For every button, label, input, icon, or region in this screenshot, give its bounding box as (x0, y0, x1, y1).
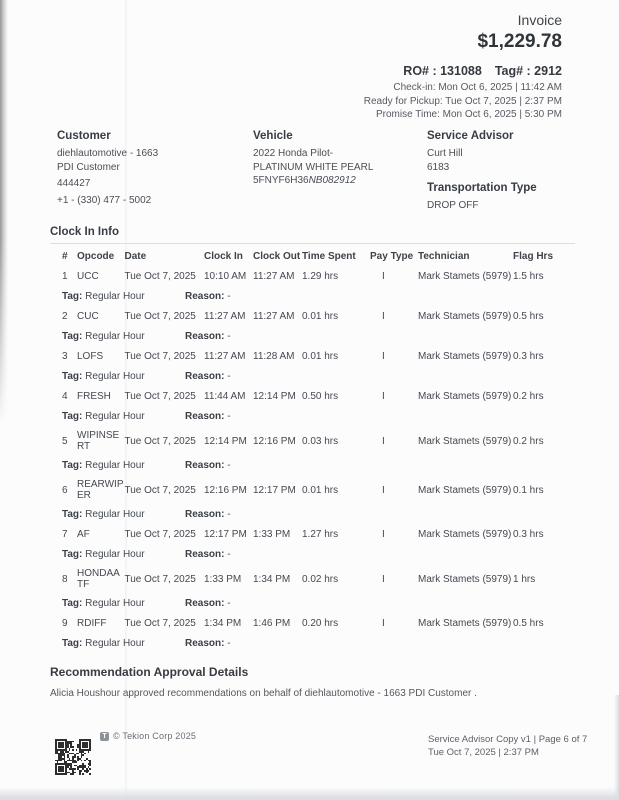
cell-opcode: HONDAATF (77, 568, 120, 590)
vehicle-color: PLATINUM WHITE PEARL (253, 161, 374, 173)
table-row (57, 310, 575, 323)
cell-pay-type: I (382, 618, 385, 629)
cell-pay-type: I (382, 311, 385, 322)
copyright-line (100, 731, 196, 741)
cell-time-spent: 1.27 hrs (302, 529, 339, 540)
reason-cell: Reason: - (185, 371, 231, 382)
reason-cell: Reason: - (185, 549, 231, 560)
service-advisor-id: 6183 (427, 161, 450, 173)
recommendation-title: Recommendation Approval Details (50, 665, 249, 679)
cell-flag-hrs: 0.2 hrs (513, 391, 544, 402)
clock-entry (57, 568, 575, 610)
reason-cell: Reason: - (185, 460, 231, 471)
reason-cell: Reason: - (185, 509, 231, 520)
tag-reason-row (57, 410, 575, 423)
table-row (57, 270, 575, 283)
tag-reason-row (57, 597, 575, 610)
cell-clock-in: 1:33 PM (204, 573, 242, 585)
cell-technician: Mark Stamets (5979) (418, 311, 512, 322)
customer-title: Customer (57, 130, 111, 142)
scan-shadow-right (614, 695, 619, 800)
cell-technician: Mark Stamets (5979) (418, 271, 512, 282)
cell-date: Tue Oct 7, 2025 (124, 435, 196, 447)
reason-cell: Reason: - (185, 598, 231, 609)
col-header-opcode: Opcode (77, 251, 115, 262)
col-header-flag-hrs: Flag Hrs (513, 251, 554, 262)
clock-entry (57, 479, 575, 521)
cell-date: Tue Oct 7, 2025 (124, 573, 196, 585)
table-row (57, 390, 575, 403)
customer-name: diehlautomotive - 1663 (57, 148, 159, 159)
invoice-total: $1,229.78 (477, 31, 562, 52)
cell-time-spent: 0.01 hrs (302, 351, 339, 362)
cell-num: 2 (62, 311, 68, 322)
col-header-clock-out: Clock Out (253, 251, 301, 262)
cell-clock-in: 12:14 PM (204, 435, 247, 447)
cell-opcode: REARWIPER (77, 479, 124, 501)
cell-date: Tue Oct 7, 2025 (124, 618, 196, 629)
reason-cell: Reason: - (185, 291, 231, 302)
clock-entry (57, 350, 575, 383)
tag-number: Tag# : 2912 (494, 64, 562, 78)
cell-opcode: UCC (77, 271, 99, 282)
cell-opcode: RDIFF (77, 618, 107, 629)
reason-cell: Reason: - (185, 331, 231, 342)
cell-pay-type: I (382, 484, 385, 496)
cell-technician: Mark Stamets (5979) (418, 573, 512, 585)
invoice-label: Invoice (517, 12, 562, 28)
cell-technician: Mark Stamets (5979) (418, 529, 512, 540)
transportation-title: Transportation Type (427, 182, 537, 194)
cell-num: 3 (62, 351, 68, 362)
tag-cell: Tag: Regular Hour (62, 460, 145, 471)
col-header-date: Date (124, 251, 147, 262)
cell-opcode: AF (77, 529, 90, 540)
tag-reason-row (57, 330, 575, 343)
recommendation-section (50, 665, 570, 699)
tag-reason-row (57, 548, 575, 561)
customer-id: 444427 (57, 178, 91, 189)
promise-time-line: Promise Time: Mon Oct 6, 2025 | 5:30 PM (375, 109, 562, 120)
cell-pay-type: I (382, 529, 385, 540)
cell-flag-hrs: 0.5 hrs (513, 618, 544, 629)
cell-opcode: WIPINSERT (77, 430, 120, 452)
cell-technician: Mark Stamets (5979) (418, 351, 512, 362)
scan-shadow-left (0, 0, 8, 435)
tag-cell: Tag: Regular Hour (62, 598, 145, 609)
clock-in-info-title: Clock In Info (50, 226, 119, 238)
tag-cell: Tag: Regular Hour (62, 549, 145, 560)
clock-entry (57, 617, 575, 650)
tag-reason-row (57, 290, 575, 303)
cell-opcode: CUC (77, 311, 99, 322)
clock-entry (57, 430, 575, 472)
recommendation-text: Alicia Houshour approved recommendations on behalf of diehlautomotive - 1663 PDI Customer . (50, 688, 477, 699)
clock-in-table (57, 247, 575, 650)
copyright-text: © Tekion Corp 2025 (113, 731, 197, 741)
cell-clock-in: 10:10 AM (204, 271, 247, 282)
clock-entry (57, 270, 575, 303)
tag-reason-row (57, 459, 575, 472)
cell-time-spent: 0.50 hrs (302, 391, 339, 402)
vehicle-model: 2022 Honda Pilot- (253, 148, 334, 159)
tag-cell: Tag: Regular Hour (62, 371, 145, 382)
tag-cell: Tag: Regular Hour (62, 638, 145, 649)
cell-time-spent: 1.29 hrs (302, 271, 339, 282)
tag-cell: Tag: Regular Hour (62, 411, 145, 422)
cell-clock-in: 11:44 AM (204, 391, 246, 402)
cell-clock-out: 1:33 PM (253, 529, 291, 540)
table-row (57, 617, 575, 630)
cell-pay-type: I (382, 435, 385, 447)
table-top-rule (50, 243, 575, 244)
clock-table-body (57, 270, 575, 650)
cell-clock-out: 11:27 AM (253, 311, 295, 322)
cell-technician: Mark Stamets (5979) (418, 484, 512, 496)
transportation-block (427, 182, 537, 213)
cell-clock-in: 1:34 PM (204, 618, 242, 629)
cell-clock-out: 11:27 AM (253, 271, 295, 282)
checkin-line: Check-in: Mon Oct 6, 2025 | 11:42 AM (393, 82, 562, 93)
cell-clock-out: 12:17 PM (253, 484, 296, 496)
vehicle-block (253, 130, 373, 188)
clock-entry (57, 528, 575, 561)
vehicle-vin: 5FNYF6H36NB082912 (253, 175, 356, 186)
cell-date: Tue Oct 7, 2025 (124, 271, 196, 282)
col-header-clock-in: Clock In (204, 251, 243, 262)
cell-pay-type: I (382, 573, 385, 585)
col-header-num: # (62, 251, 68, 262)
cell-num: 8 (62, 573, 68, 585)
cell-opcode: FRESH (77, 391, 111, 402)
cell-num: 1 (62, 271, 68, 282)
cell-clock-out: 1:46 PM (253, 618, 291, 629)
cell-clock-out: 12:14 PM (253, 391, 296, 402)
cell-date: Tue Oct 7, 2025 (124, 529, 196, 540)
cell-date: Tue Oct 7, 2025 (124, 351, 196, 362)
tag-cell: Tag: Regular Hour (62, 331, 145, 342)
tag-reason-row (57, 370, 575, 383)
scan-shadow-bottom (0, 787, 619, 800)
cell-pay-type: I (382, 271, 385, 282)
service-advisor-name: Curt Hill (427, 148, 463, 159)
service-advisor-title: Service Advisor (427, 130, 514, 142)
cell-flag-hrs: 0.5 hrs (513, 311, 544, 322)
col-header-technician: Technician (418, 251, 470, 262)
cell-time-spent: 0.01 hrs (302, 484, 339, 496)
col-header-pay-type: Pay Type (370, 251, 414, 262)
cell-num: 9 (62, 618, 68, 629)
table-row (57, 479, 575, 501)
table-row (57, 568, 575, 590)
ro-tag-line (364, 64, 562, 78)
cell-flag-hrs: 1 hrs (513, 573, 536, 585)
cell-num: 7 (62, 529, 68, 540)
cell-date: Tue Oct 7, 2025 (124, 311, 196, 322)
tag-cell: Tag: Regular Hour (62, 291, 145, 302)
cell-pay-type: I (382, 351, 385, 362)
cell-date: Tue Oct 7, 2025 (124, 484, 196, 496)
footer-datetime: Tue Oct 7, 2025 | 2:37 PM (428, 746, 539, 758)
cell-flag-hrs: 0.3 hrs (513, 529, 544, 540)
tag-reason-row (57, 637, 575, 650)
table-row (57, 430, 575, 452)
cell-time-spent: 0.03 hrs (302, 435, 339, 447)
customer-name2: PDI Customer (57, 161, 120, 173)
qr-code (54, 738, 92, 776)
tag-reason-row (57, 508, 575, 521)
cell-time-spent: 0.02 hrs (302, 573, 339, 585)
cell-technician: Mark Stamets (5979) (418, 391, 512, 402)
cell-num: 4 (62, 391, 68, 402)
cell-num: 5 (62, 435, 68, 447)
cell-clock-in: 11:27 AM (204, 351, 246, 362)
table-row (57, 528, 575, 541)
cell-time-spent: 0.20 hrs (302, 618, 339, 629)
cell-technician: Mark Stamets (5979) (418, 435, 512, 447)
cell-clock-in: 12:17 PM (204, 529, 247, 540)
cell-clock-in: 11:27 AM (204, 311, 246, 322)
cell-clock-out: 12:16 PM (253, 435, 296, 447)
vehicle-title: Vehicle (253, 130, 293, 142)
clock-entry (57, 310, 575, 343)
tekion-logo-icon: T (100, 732, 109, 741)
cell-flag-hrs: 0.1 hrs (513, 484, 544, 496)
copy-version-page: Service Advisor Copy v1 | Page 6 of 7 (428, 734, 588, 745)
cell-clock-in: 12:16 PM (204, 484, 247, 496)
col-header-time-spent: Time Spent (302, 251, 356, 262)
clock-entry (57, 390, 575, 423)
cell-date: Tue Oct 7, 2025 (124, 391, 196, 402)
cell-flag-hrs: 0.2 hrs (513, 435, 544, 447)
invoice-header (364, 12, 562, 122)
service-advisor-block (427, 130, 537, 213)
customer-block (57, 130, 158, 207)
reason-cell: Reason: - (185, 638, 231, 649)
cell-flag-hrs: 0.3 hrs (513, 351, 544, 362)
cell-time-spent: 0.01 hrs (302, 311, 339, 322)
cell-num: 6 (62, 484, 68, 496)
transportation-value: DROP OFF (427, 200, 479, 211)
tag-cell: Tag: Regular Hour (62, 509, 145, 520)
cell-pay-type: I (382, 391, 385, 402)
customer-phone: +1 - (330) 477 - 5002 (57, 194, 152, 206)
cell-technician: Mark Stamets (5979) (418, 618, 512, 629)
timing-lines (364, 81, 562, 122)
ready-for-pickup-line: Ready for Pickup: Tue Oct 7, 2025 | 2:37 PM (363, 95, 562, 107)
cell-opcode: LOFS (77, 351, 104, 362)
table-row (57, 350, 575, 363)
ro-number: RO# : 131088 (403, 64, 482, 78)
reason-cell: Reason: - (185, 411, 231, 422)
cell-clock-out: 1:34 PM (253, 573, 291, 585)
cell-flag-hrs: 1.5 hrs (513, 271, 544, 282)
footer-page-info (428, 734, 587, 759)
table-header-row (57, 247, 575, 263)
cell-clock-out: 11:28 AM (253, 351, 295, 362)
